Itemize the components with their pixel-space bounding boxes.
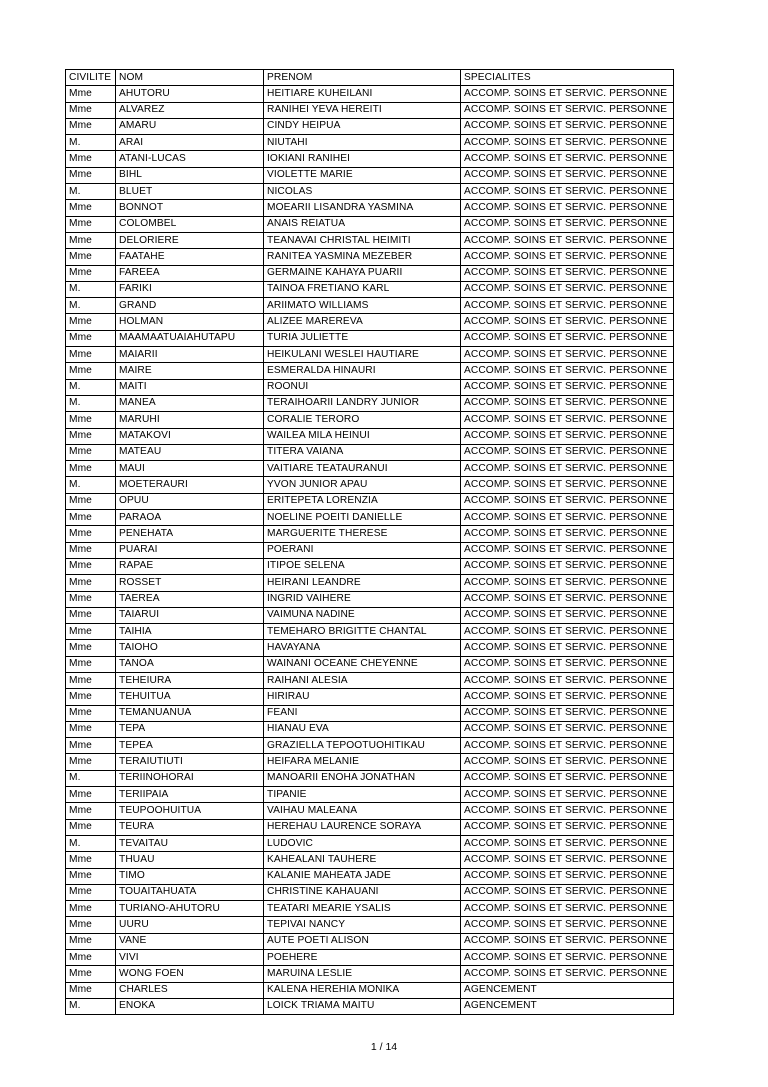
civilite-cell: Mme (66, 917, 116, 933)
nom-cell: MAIRE (116, 363, 264, 379)
civilite-cell: Mme (66, 901, 116, 917)
civilite-cell: Mme (66, 950, 116, 966)
specialite-cell: ACCOMP. SOINS ET SERVIC. PERSONNE (461, 966, 674, 982)
table-row (66, 330, 674, 346)
column-header-specialites: SPECIALITES (461, 70, 674, 86)
prenom-cell: TEANAVAI CHRISTAL HEIMITI (264, 232, 461, 248)
civilite-cell: Mme (66, 232, 116, 248)
nom-cell: ROSSET (116, 575, 264, 591)
specialite-cell: ACCOMP. SOINS ET SERVIC. PERSONNE (461, 314, 674, 330)
nom-cell: AMARU (116, 118, 264, 134)
specialite-cell: ACCOMP. SOINS ET SERVIC. PERSONNE (461, 591, 674, 607)
civilite-cell: Mme (66, 330, 116, 346)
nom-cell: PARAOA (116, 510, 264, 526)
civilite-cell: Mme (66, 118, 116, 134)
table-row (66, 167, 674, 183)
prenom-cell: ANAIS REIATUA (264, 216, 461, 232)
civilite-cell: Mme (66, 803, 116, 819)
prenom-cell: GRAZIELLA TEPOOTUOHITIKAU (264, 738, 461, 754)
prenom-cell: TIPANIE (264, 787, 461, 803)
prenom-cell: CINDY HEIPUA (264, 118, 461, 134)
civilite-cell: M. (66, 184, 116, 200)
specialite-cell: ACCOMP. SOINS ET SERVIC. PERSONNE (461, 672, 674, 688)
specialite-cell: ACCOMP. SOINS ET SERVIC. PERSONNE (461, 135, 674, 151)
specialite-cell: ACCOMP. SOINS ET SERVIC. PERSONNE (461, 624, 674, 640)
nom-cell: FARIKI (116, 281, 264, 297)
nom-cell: TERAIUTIUTI (116, 754, 264, 770)
nom-cell: TAIOHO (116, 640, 264, 656)
nom-cell: TURIANO-AHUTORU (116, 901, 264, 917)
nom-cell: TEUPOOHUITUA (116, 803, 264, 819)
specialite-cell: ACCOMP. SOINS ET SERVIC. PERSONNE (461, 770, 674, 786)
nom-cell: MATEAU (116, 444, 264, 460)
specialite-cell: ACCOMP. SOINS ET SERVIC. PERSONNE (461, 444, 674, 460)
specialite-cell: ACCOMP. SOINS ET SERVIC. PERSONNE (461, 884, 674, 900)
specialite-cell: ACCOMP. SOINS ET SERVIC. PERSONNE (461, 184, 674, 200)
specialite-cell: ACCOMP. SOINS ET SERVIC. PERSONNE (461, 493, 674, 509)
nom-cell: BLUET (116, 184, 264, 200)
nom-cell: WONG FOEN (116, 966, 264, 982)
specialite-cell: ACCOMP. SOINS ET SERVIC. PERSONNE (461, 705, 674, 721)
column-header-prenom: PRENOM (264, 70, 461, 86)
nom-cell: DELORIERE (116, 232, 264, 248)
prenom-cell: MARUINA LESLIE (264, 966, 461, 982)
civilite-cell: Mme (66, 493, 116, 509)
prenom-cell: TEATARI MEARIE YSALIS (264, 901, 461, 917)
specialite-cell: ACCOMP. SOINS ET SERVIC. PERSONNE (461, 607, 674, 623)
civilite-cell: Mme (66, 216, 116, 232)
prenom-cell: LUDOVIC (264, 835, 461, 851)
table-row (66, 787, 674, 803)
table-row (66, 689, 674, 705)
nom-cell: MAIARII (116, 347, 264, 363)
table-row (66, 428, 674, 444)
prenom-cell: INGRID VAIHERE (264, 591, 461, 607)
table-row (66, 395, 674, 411)
specialite-cell: ACCOMP. SOINS ET SERVIC. PERSONNE (461, 933, 674, 949)
table-row (66, 998, 674, 1014)
specialite-cell: ACCOMP. SOINS ET SERVIC. PERSONNE (461, 298, 674, 314)
civilite-cell: Mme (66, 167, 116, 183)
specialite-cell: ACCOMP. SOINS ET SERVIC. PERSONNE (461, 86, 674, 102)
nom-cell: TAEREA (116, 591, 264, 607)
civilite-cell: Mme (66, 265, 116, 281)
civilite-cell: Mme (66, 672, 116, 688)
nom-cell: RAPAE (116, 558, 264, 574)
civilite-cell: Mme (66, 705, 116, 721)
specialite-cell: ACCOMP. SOINS ET SERVIC. PERSONNE (461, 852, 674, 868)
prenom-cell: ITIPOE SELENA (264, 558, 461, 574)
specialite-cell: ACCOMP. SOINS ET SERVIC. PERSONNE (461, 803, 674, 819)
nom-cell: MOETERAURI (116, 477, 264, 493)
civilite-cell: Mme (66, 347, 116, 363)
table-row (66, 705, 674, 721)
civilite-cell: Mme (66, 787, 116, 803)
column-header-nom: NOM (116, 70, 264, 86)
table-row (66, 803, 674, 819)
table-row (66, 477, 674, 493)
prenom-cell: MOEARII LISANDRA YASMINA (264, 200, 461, 216)
nom-cell: CHARLES (116, 982, 264, 998)
nom-cell: HOLMAN (116, 314, 264, 330)
specialite-cell: ACCOMP. SOINS ET SERVIC. PERSONNE (461, 917, 674, 933)
table-row (66, 950, 674, 966)
prenom-cell: RAIHANI ALESIA (264, 672, 461, 688)
prenom-cell: ESMERALDA HINAURI (264, 363, 461, 379)
prenom-cell: ARIIMATO WILLIAMS (264, 298, 461, 314)
civilite-cell: M. (66, 379, 116, 395)
civilite-cell: Mme (66, 102, 116, 118)
prenom-cell: AUTE POETI ALISON (264, 933, 461, 949)
nom-cell: TEHUITUA (116, 689, 264, 705)
nom-cell: TEMANUANUA (116, 705, 264, 721)
nom-cell: ARAI (116, 135, 264, 151)
prenom-cell: HEIKULANI WESLEI HAUTIARE (264, 347, 461, 363)
table-row (66, 640, 674, 656)
nom-cell: ALVAREZ (116, 102, 264, 118)
specialite-cell: ACCOMP. SOINS ET SERVIC. PERSONNE (461, 835, 674, 851)
civilite-cell: M. (66, 395, 116, 411)
nom-cell: MARUHI (116, 412, 264, 428)
prenom-cell: GERMAINE KAHAYA PUARII (264, 265, 461, 281)
civilite-cell: Mme (66, 314, 116, 330)
specialite-cell: ACCOMP. SOINS ET SERVIC. PERSONNE (461, 281, 674, 297)
prenom-cell: TERAIHOARII LANDRY JUNIOR (264, 395, 461, 411)
table-row (66, 216, 674, 232)
civilite-cell: M. (66, 998, 116, 1014)
nom-cell: ENOKA (116, 998, 264, 1014)
specialite-cell: ACCOMP. SOINS ET SERVIC. PERSONNE (461, 526, 674, 542)
table-row (66, 135, 674, 151)
prenom-cell: NIUTAHI (264, 135, 461, 151)
specialite-cell: ACCOMP. SOINS ET SERVIC. PERSONNE (461, 428, 674, 444)
specialite-cell: ACCOMP. SOINS ET SERVIC. PERSONNE (461, 232, 674, 248)
table-row (66, 770, 674, 786)
specialite-cell: ACCOMP. SOINS ET SERVIC. PERSONNE (461, 754, 674, 770)
prenom-cell: CORALIE TERORO (264, 412, 461, 428)
specialite-cell: ACCOMP. SOINS ET SERVIC. PERSONNE (461, 347, 674, 363)
civilite-cell: Mme (66, 412, 116, 428)
civilite-cell: Mme (66, 558, 116, 574)
nom-cell: TERIIPAIA (116, 787, 264, 803)
civilite-cell: Mme (66, 982, 116, 998)
specialite-cell: ACCOMP. SOINS ET SERVIC. PERSONNE (461, 249, 674, 265)
table-row (66, 835, 674, 851)
table-row (66, 232, 674, 248)
specialite-cell: ACCOMP. SOINS ET SERVIC. PERSONNE (461, 379, 674, 395)
table-row (66, 933, 674, 949)
table-row (66, 754, 674, 770)
prenom-cell: YVON JUNIOR APAU (264, 477, 461, 493)
specialite-cell: ACCOMP. SOINS ET SERVIC. PERSONNE (461, 738, 674, 754)
civilite-cell: Mme (66, 819, 116, 835)
prenom-cell: KALANIE MAHEATA JADE (264, 868, 461, 884)
civilite-cell: Mme (66, 966, 116, 982)
nom-cell: ATANI-LUCAS (116, 151, 264, 167)
nom-cell: TERIINOHORAI (116, 770, 264, 786)
civilite-cell: Mme (66, 738, 116, 754)
civilite-cell: Mme (66, 542, 116, 558)
table-row (66, 672, 674, 688)
nom-cell: BONNOT (116, 200, 264, 216)
civilite-cell: Mme (66, 575, 116, 591)
specialite-cell: ACCOMP. SOINS ET SERVIC. PERSONNE (461, 102, 674, 118)
nom-cell: GRAND (116, 298, 264, 314)
civilite-cell: Mme (66, 640, 116, 656)
table-row (66, 412, 674, 428)
specialite-cell: ACCOMP. SOINS ET SERVIC. PERSONNE (461, 477, 674, 493)
specialite-cell: ACCOMP. SOINS ET SERVIC. PERSONNE (461, 689, 674, 705)
nom-cell: UURU (116, 917, 264, 933)
results-table (65, 69, 674, 1015)
table-row (66, 624, 674, 640)
prenom-cell: IOKIANI RANIHEI (264, 151, 461, 167)
prenom-cell: ROONUI (264, 379, 461, 395)
table-row (66, 738, 674, 754)
nom-cell: THUAU (116, 852, 264, 868)
nom-cell: TEPEA (116, 738, 264, 754)
civilite-cell: Mme (66, 656, 116, 672)
nom-cell: TEHEIURA (116, 672, 264, 688)
table-row (66, 966, 674, 982)
table-row (66, 591, 674, 607)
prenom-cell: LOICK TRIAMA MAITU (264, 998, 461, 1014)
prenom-cell: TITERA VAIANA (264, 444, 461, 460)
table-row (66, 526, 674, 542)
specialite-cell: ACCOMP. SOINS ET SERVIC. PERSONNE (461, 656, 674, 672)
civilite-cell: Mme (66, 526, 116, 542)
prenom-cell: MARGUERITE THERESE (264, 526, 461, 542)
nom-cell: MANEA (116, 395, 264, 411)
civilite-cell: Mme (66, 689, 116, 705)
prenom-cell: TEPIVAI NANCY (264, 917, 461, 933)
table-row (66, 721, 674, 737)
table-row (66, 852, 674, 868)
table-row (66, 298, 674, 314)
specialite-cell: AGENCEMENT (461, 998, 674, 1014)
prenom-cell: VAIMUNA NADINE (264, 607, 461, 623)
civilite-cell: Mme (66, 868, 116, 884)
nom-cell: TEVAITAU (116, 835, 264, 851)
prenom-cell: NICOLAS (264, 184, 461, 200)
specialite-cell: ACCOMP. SOINS ET SERVIC. PERSONNE (461, 412, 674, 428)
header-row (66, 70, 674, 86)
table-row (66, 461, 674, 477)
prenom-cell: HEREHAU LAURENCE SORAYA (264, 819, 461, 835)
nom-cell: MATAKOVI (116, 428, 264, 444)
prenom-cell: VAITIARE TEATAURANUI (264, 461, 461, 477)
specialite-cell: ACCOMP. SOINS ET SERVIC. PERSONNE (461, 950, 674, 966)
civilite-cell: Mme (66, 884, 116, 900)
nom-cell: FAATAHE (116, 249, 264, 265)
civilite-cell: Mme (66, 249, 116, 265)
prenom-cell: HIRIRAU (264, 689, 461, 705)
table-row (66, 102, 674, 118)
specialite-cell: ACCOMP. SOINS ET SERVIC. PERSONNE (461, 216, 674, 232)
civilite-cell: Mme (66, 363, 116, 379)
table-row (66, 982, 674, 998)
table-row (66, 151, 674, 167)
nom-cell: FAREEA (116, 265, 264, 281)
specialite-cell: ACCOMP. SOINS ET SERVIC. PERSONNE (461, 510, 674, 526)
prenom-cell: ALIZEE MAREREVA (264, 314, 461, 330)
table-row (66, 558, 674, 574)
table-row (66, 265, 674, 281)
prenom-cell: NOELINE POEITI DANIELLE (264, 510, 461, 526)
civilite-cell: M. (66, 135, 116, 151)
nom-cell: TANOA (116, 656, 264, 672)
specialite-cell: ACCOMP. SOINS ET SERVIC. PERSONNE (461, 721, 674, 737)
nom-cell: OPUU (116, 493, 264, 509)
specialite-cell: ACCOMP. SOINS ET SERVIC. PERSONNE (461, 558, 674, 574)
prenom-cell: ERITEPETA LORENZIA (264, 493, 461, 509)
nom-cell: COLOMBEL (116, 216, 264, 232)
civilite-cell: M. (66, 477, 116, 493)
civilite-cell: Mme (66, 933, 116, 949)
table-row (66, 607, 674, 623)
table-row (66, 249, 674, 265)
table-row (66, 184, 674, 200)
civilite-cell: Mme (66, 510, 116, 526)
prenom-cell: HIANAU EVA (264, 721, 461, 737)
nom-cell: TIMO (116, 868, 264, 884)
table-row (66, 884, 674, 900)
table-row (66, 656, 674, 672)
civilite-cell: Mme (66, 151, 116, 167)
civilite-cell: M. (66, 281, 116, 297)
prenom-cell: CHRISTINE KAHAUANI (264, 884, 461, 900)
nom-cell: VANE (116, 933, 264, 949)
prenom-cell: HEITIARE KUHEILANI (264, 86, 461, 102)
table-row (66, 314, 674, 330)
specialite-cell: ACCOMP. SOINS ET SERVIC. PERSONNE (461, 200, 674, 216)
table-row (66, 347, 674, 363)
civilite-cell: M. (66, 298, 116, 314)
column-header-civilite: CIVILITE (66, 70, 116, 86)
prenom-cell: HAVAYANA (264, 640, 461, 656)
specialite-cell: AGENCEMENT (461, 982, 674, 998)
prenom-cell: RANIHEI YEVA HEREITI (264, 102, 461, 118)
civilite-cell: Mme (66, 200, 116, 216)
table-body (66, 86, 674, 1015)
nom-cell: MAITI (116, 379, 264, 395)
nom-cell: PENEHATA (116, 526, 264, 542)
nom-cell: BIHL (116, 167, 264, 183)
table-row (66, 542, 674, 558)
prenom-cell: VAIHAU MALEANA (264, 803, 461, 819)
specialite-cell: ACCOMP. SOINS ET SERVIC. PERSONNE (461, 151, 674, 167)
specialite-cell: ACCOMP. SOINS ET SERVIC. PERSONNE (461, 787, 674, 803)
prenom-cell: WAILEA MILA HEINUI (264, 428, 461, 444)
civilite-cell: Mme (66, 591, 116, 607)
prenom-cell: VIOLETTE MARIE (264, 167, 461, 183)
table-row (66, 200, 674, 216)
nom-cell: TEURA (116, 819, 264, 835)
specialite-cell: ACCOMP. SOINS ET SERVIC. PERSONNE (461, 868, 674, 884)
prenom-cell: MANOARII ENOHA JONATHAN (264, 770, 461, 786)
prenom-cell: HEIFARA MELANIE (264, 754, 461, 770)
specialite-cell: ACCOMP. SOINS ET SERVIC. PERSONNE (461, 575, 674, 591)
table-row (66, 575, 674, 591)
specialite-cell: ACCOMP. SOINS ET SERVIC. PERSONNE (461, 330, 674, 346)
civilite-cell: Mme (66, 461, 116, 477)
table-row (66, 901, 674, 917)
prenom-cell: TURIA JULIETTE (264, 330, 461, 346)
prenom-cell: POEHERE (264, 950, 461, 966)
nom-cell: PUARAI (116, 542, 264, 558)
prenom-cell: KAHEALANI TAUHERE (264, 852, 461, 868)
page-number: 1 / 14 (370, 1041, 398, 1053)
table-row (66, 868, 674, 884)
table-row (66, 917, 674, 933)
table-row (66, 819, 674, 835)
prenom-cell: WAINANI OCEANE CHEYENNE (264, 656, 461, 672)
civilite-cell: M. (66, 835, 116, 851)
civilite-cell: Mme (66, 428, 116, 444)
specialite-cell: ACCOMP. SOINS ET SERVIC. PERSONNE (461, 819, 674, 835)
civilite-cell: Mme (66, 624, 116, 640)
prenom-cell: RANITEA YASMINA MEZEBER (264, 249, 461, 265)
civilite-cell: Mme (66, 86, 116, 102)
specialite-cell: ACCOMP. SOINS ET SERVIC. PERSONNE (461, 542, 674, 558)
civilite-cell: Mme (66, 754, 116, 770)
nom-cell: VIVI (116, 950, 264, 966)
prenom-cell: TAINOA FRETIANO KARL (264, 281, 461, 297)
nom-cell: TOUAITAHUATA (116, 884, 264, 900)
specialite-cell: ACCOMP. SOINS ET SERVIC. PERSONNE (461, 265, 674, 281)
table-row (66, 363, 674, 379)
civilite-cell: Mme (66, 721, 116, 737)
specialite-cell: ACCOMP. SOINS ET SERVIC. PERSONNE (461, 363, 674, 379)
table-row (66, 493, 674, 509)
table-header (66, 70, 674, 86)
specialite-cell: ACCOMP. SOINS ET SERVIC. PERSONNE (461, 461, 674, 477)
nom-cell: MAUI (116, 461, 264, 477)
specialite-cell: ACCOMP. SOINS ET SERVIC. PERSONNE (461, 901, 674, 917)
table-row (66, 510, 674, 526)
civilite-cell: Mme (66, 444, 116, 460)
nom-cell: AHUTORU (116, 86, 264, 102)
specialite-cell: ACCOMP. SOINS ET SERVIC. PERSONNE (461, 395, 674, 411)
specialite-cell: ACCOMP. SOINS ET SERVIC. PERSONNE (461, 167, 674, 183)
civilite-cell: Mme (66, 852, 116, 868)
nom-cell: MAAMAATUAIAHUTAPU (116, 330, 264, 346)
prenom-cell: TEMEHARO BRIGITTE CHANTAL (264, 624, 461, 640)
civilite-cell: M. (66, 770, 116, 786)
prenom-cell: POERANI (264, 542, 461, 558)
prenom-cell: KALENA HEREHIA MONIKA (264, 982, 461, 998)
table-row (66, 444, 674, 460)
table-row (66, 281, 674, 297)
table-row (66, 86, 674, 102)
prenom-cell: FEANI (264, 705, 461, 721)
specialite-cell: ACCOMP. SOINS ET SERVIC. PERSONNE (461, 118, 674, 134)
nom-cell: TAIARUI (116, 607, 264, 623)
specialite-cell: ACCOMP. SOINS ET SERVIC. PERSONNE (461, 640, 674, 656)
table-row (66, 379, 674, 395)
table-row (66, 118, 674, 134)
nom-cell: TAIHIA (116, 624, 264, 640)
civilite-cell: Mme (66, 607, 116, 623)
nom-cell: TEPA (116, 721, 264, 737)
prenom-cell: HEIRANI LEANDRE (264, 575, 461, 591)
